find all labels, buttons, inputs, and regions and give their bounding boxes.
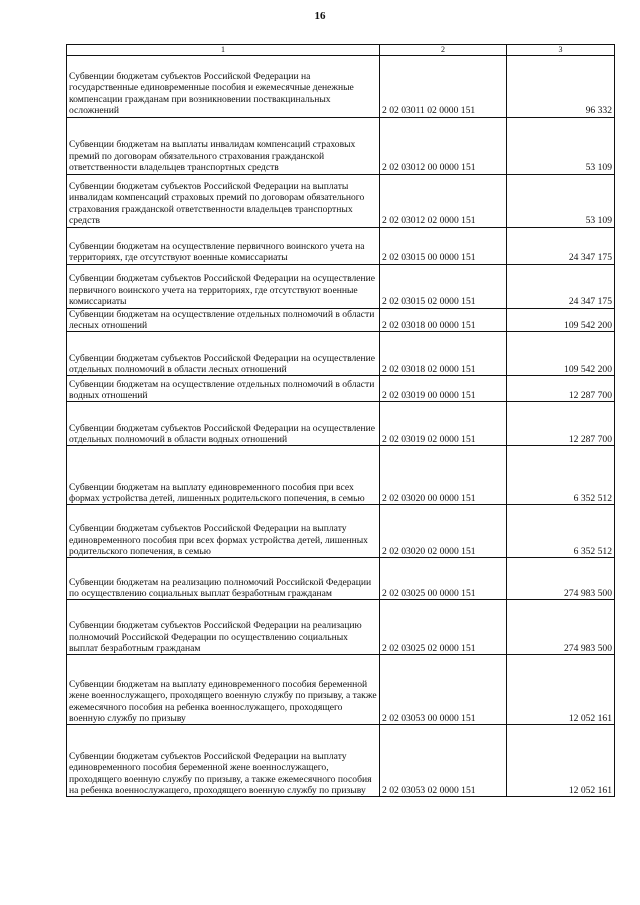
table-row xyxy=(67,174,615,227)
row-code: 2 02 03018 00 0000 151 xyxy=(380,308,507,332)
row-amount: 24 347 175 xyxy=(507,264,615,308)
row-code: 2 02 03019 00 0000 151 xyxy=(380,376,507,402)
row-code: 2 02 03012 02 0000 151 xyxy=(380,174,507,227)
table-row xyxy=(67,558,615,600)
row-description: Субвенции бюджетам на выплату единовременного пособия беременной жене военнослужащего, проходящего военную службу по призыву, а также ежемесячного пособия на ребенка военнослужащего, проходящего военную службу по призыву xyxy=(67,655,380,725)
row-amount: 12 052 161 xyxy=(507,725,615,797)
row-code: 2 02 03015 00 0000 151 xyxy=(380,227,507,264)
row-description: Субвенции бюджетам на осуществление отдельных полномочий в области водных отношений xyxy=(67,376,380,402)
row-description: Субвенции бюджетам субъектов Российской Федерации на осуществление отдельных полномочий в области лесных отношений xyxy=(67,332,380,376)
row-description: Субвенции бюджетам субъектов Российской Федерации на выплату единовременного пособия при всех формах устройства детей, лишенных родительского попечения, в семью xyxy=(67,505,380,558)
table-row xyxy=(67,402,615,446)
row-description: Субвенции бюджетам на осуществление первичного воинского учета на территориях, где отсутствуют военные комиссариаты xyxy=(67,227,380,264)
row-amount: 6 352 512 xyxy=(507,505,615,558)
table-row xyxy=(67,446,615,505)
table-row xyxy=(67,505,615,558)
row-code: 2 02 03053 02 0000 151 xyxy=(380,725,507,797)
row-description: Субвенции бюджетам субъектов Российской Федерации на выплату единовременного пособия беременной жене военнослужащего, проходящего военную службу по призыву, а также ежемесячного пособия на ребенка военнослужащего, проходящего военную службу по призыву xyxy=(67,725,380,797)
row-code: 2 02 03025 02 0000 151 xyxy=(380,600,507,655)
table-row xyxy=(67,376,615,402)
row-code: 2 02 03020 02 0000 151 xyxy=(380,505,507,558)
row-code: 2 02 03015 02 0000 151 xyxy=(380,264,507,308)
row-code: 2 02 03012 00 0000 151 xyxy=(380,117,507,174)
table-row xyxy=(67,227,615,264)
table-row xyxy=(67,332,615,376)
row-amount: 96 332 xyxy=(507,55,615,117)
row-amount: 53 109 xyxy=(507,117,615,174)
row-code: 2 02 03019 02 0000 151 xyxy=(380,402,507,446)
budget-table xyxy=(66,44,615,797)
row-description: Субвенции бюджетам субъектов Российской Федерации на государственные единовременные пособия и ежемесячные денежные компенсации гражданам при возникновении поствакцинальных осложнений xyxy=(67,55,380,117)
table-row xyxy=(67,55,615,117)
row-amount: 53 109 xyxy=(507,174,615,227)
row-amount: 12 287 700 xyxy=(507,376,615,402)
row-code: 2 02 03011 02 0000 151 xyxy=(380,55,507,117)
row-amount: 12 287 700 xyxy=(507,402,615,446)
table-header-row xyxy=(67,45,615,56)
row-description: Субвенции бюджетам на выплаты инвалидам компенсаций страховых премий по договорам обязательного страхования гражданской ответственности владельцев транспортных средств xyxy=(67,117,380,174)
row-amount: 6 352 512 xyxy=(507,446,615,505)
row-amount: 24 347 175 xyxy=(507,227,615,264)
row-amount: 109 542 200 xyxy=(507,308,615,332)
table-row xyxy=(67,600,615,655)
table-row xyxy=(67,725,615,797)
table-row xyxy=(67,655,615,725)
row-description: Субвенции бюджетам на выплату единовременного пособия при всех формах устройства детей, лишенных родительского попечения, в семью xyxy=(67,446,380,505)
row-description: Субвенции бюджетам субъектов Российской Федерации на реализацию полномочий Российской Федерации по осуществлению социальных выплат безработным гражданам xyxy=(67,600,380,655)
row-amount: 109 542 200 xyxy=(507,332,615,376)
row-code: 2 02 03020 00 0000 151 xyxy=(380,446,507,505)
column-header-3: 3 xyxy=(507,45,615,56)
column-header-2: 2 xyxy=(380,45,507,56)
table-row xyxy=(67,264,615,308)
row-code: 2 02 03025 00 0000 151 xyxy=(380,558,507,600)
row-description: Субвенции бюджетам субъектов Российской Федерации на осуществление отдельных полномочий в области водных отношений xyxy=(67,402,380,446)
row-amount: 274 983 500 xyxy=(507,600,615,655)
page-number: 16 xyxy=(314,10,326,22)
row-amount: 12 052 161 xyxy=(507,655,615,725)
row-description: Субвенции бюджетам на осуществление отдельных полномочий в области лесных отношений xyxy=(67,308,380,332)
column-header-1: 1 xyxy=(67,45,380,56)
row-description: Субвенции бюджетам субъектов Российской Федерации на выплаты инвалидам компенсаций страховых премий по договорам обязательного страхования гражданской ответственности владельцев транспортных средств xyxy=(67,174,380,227)
row-code: 2 02 03053 00 0000 151 xyxy=(380,655,507,725)
row-description: Субвенции бюджетам субъектов Российской Федерации на осуществление первичного воинского учета на территориях, где отсутствуют военные комиссариаты xyxy=(67,264,380,308)
row-amount: 274 983 500 xyxy=(507,558,615,600)
row-code: 2 02 03018 02 0000 151 xyxy=(380,332,507,376)
table-row xyxy=(67,117,615,174)
table-row xyxy=(67,308,615,332)
row-description: Субвенции бюджетам на реализацию полномочий Российской Федерации по осуществлению социальных выплат безработным гражданам xyxy=(67,558,380,600)
